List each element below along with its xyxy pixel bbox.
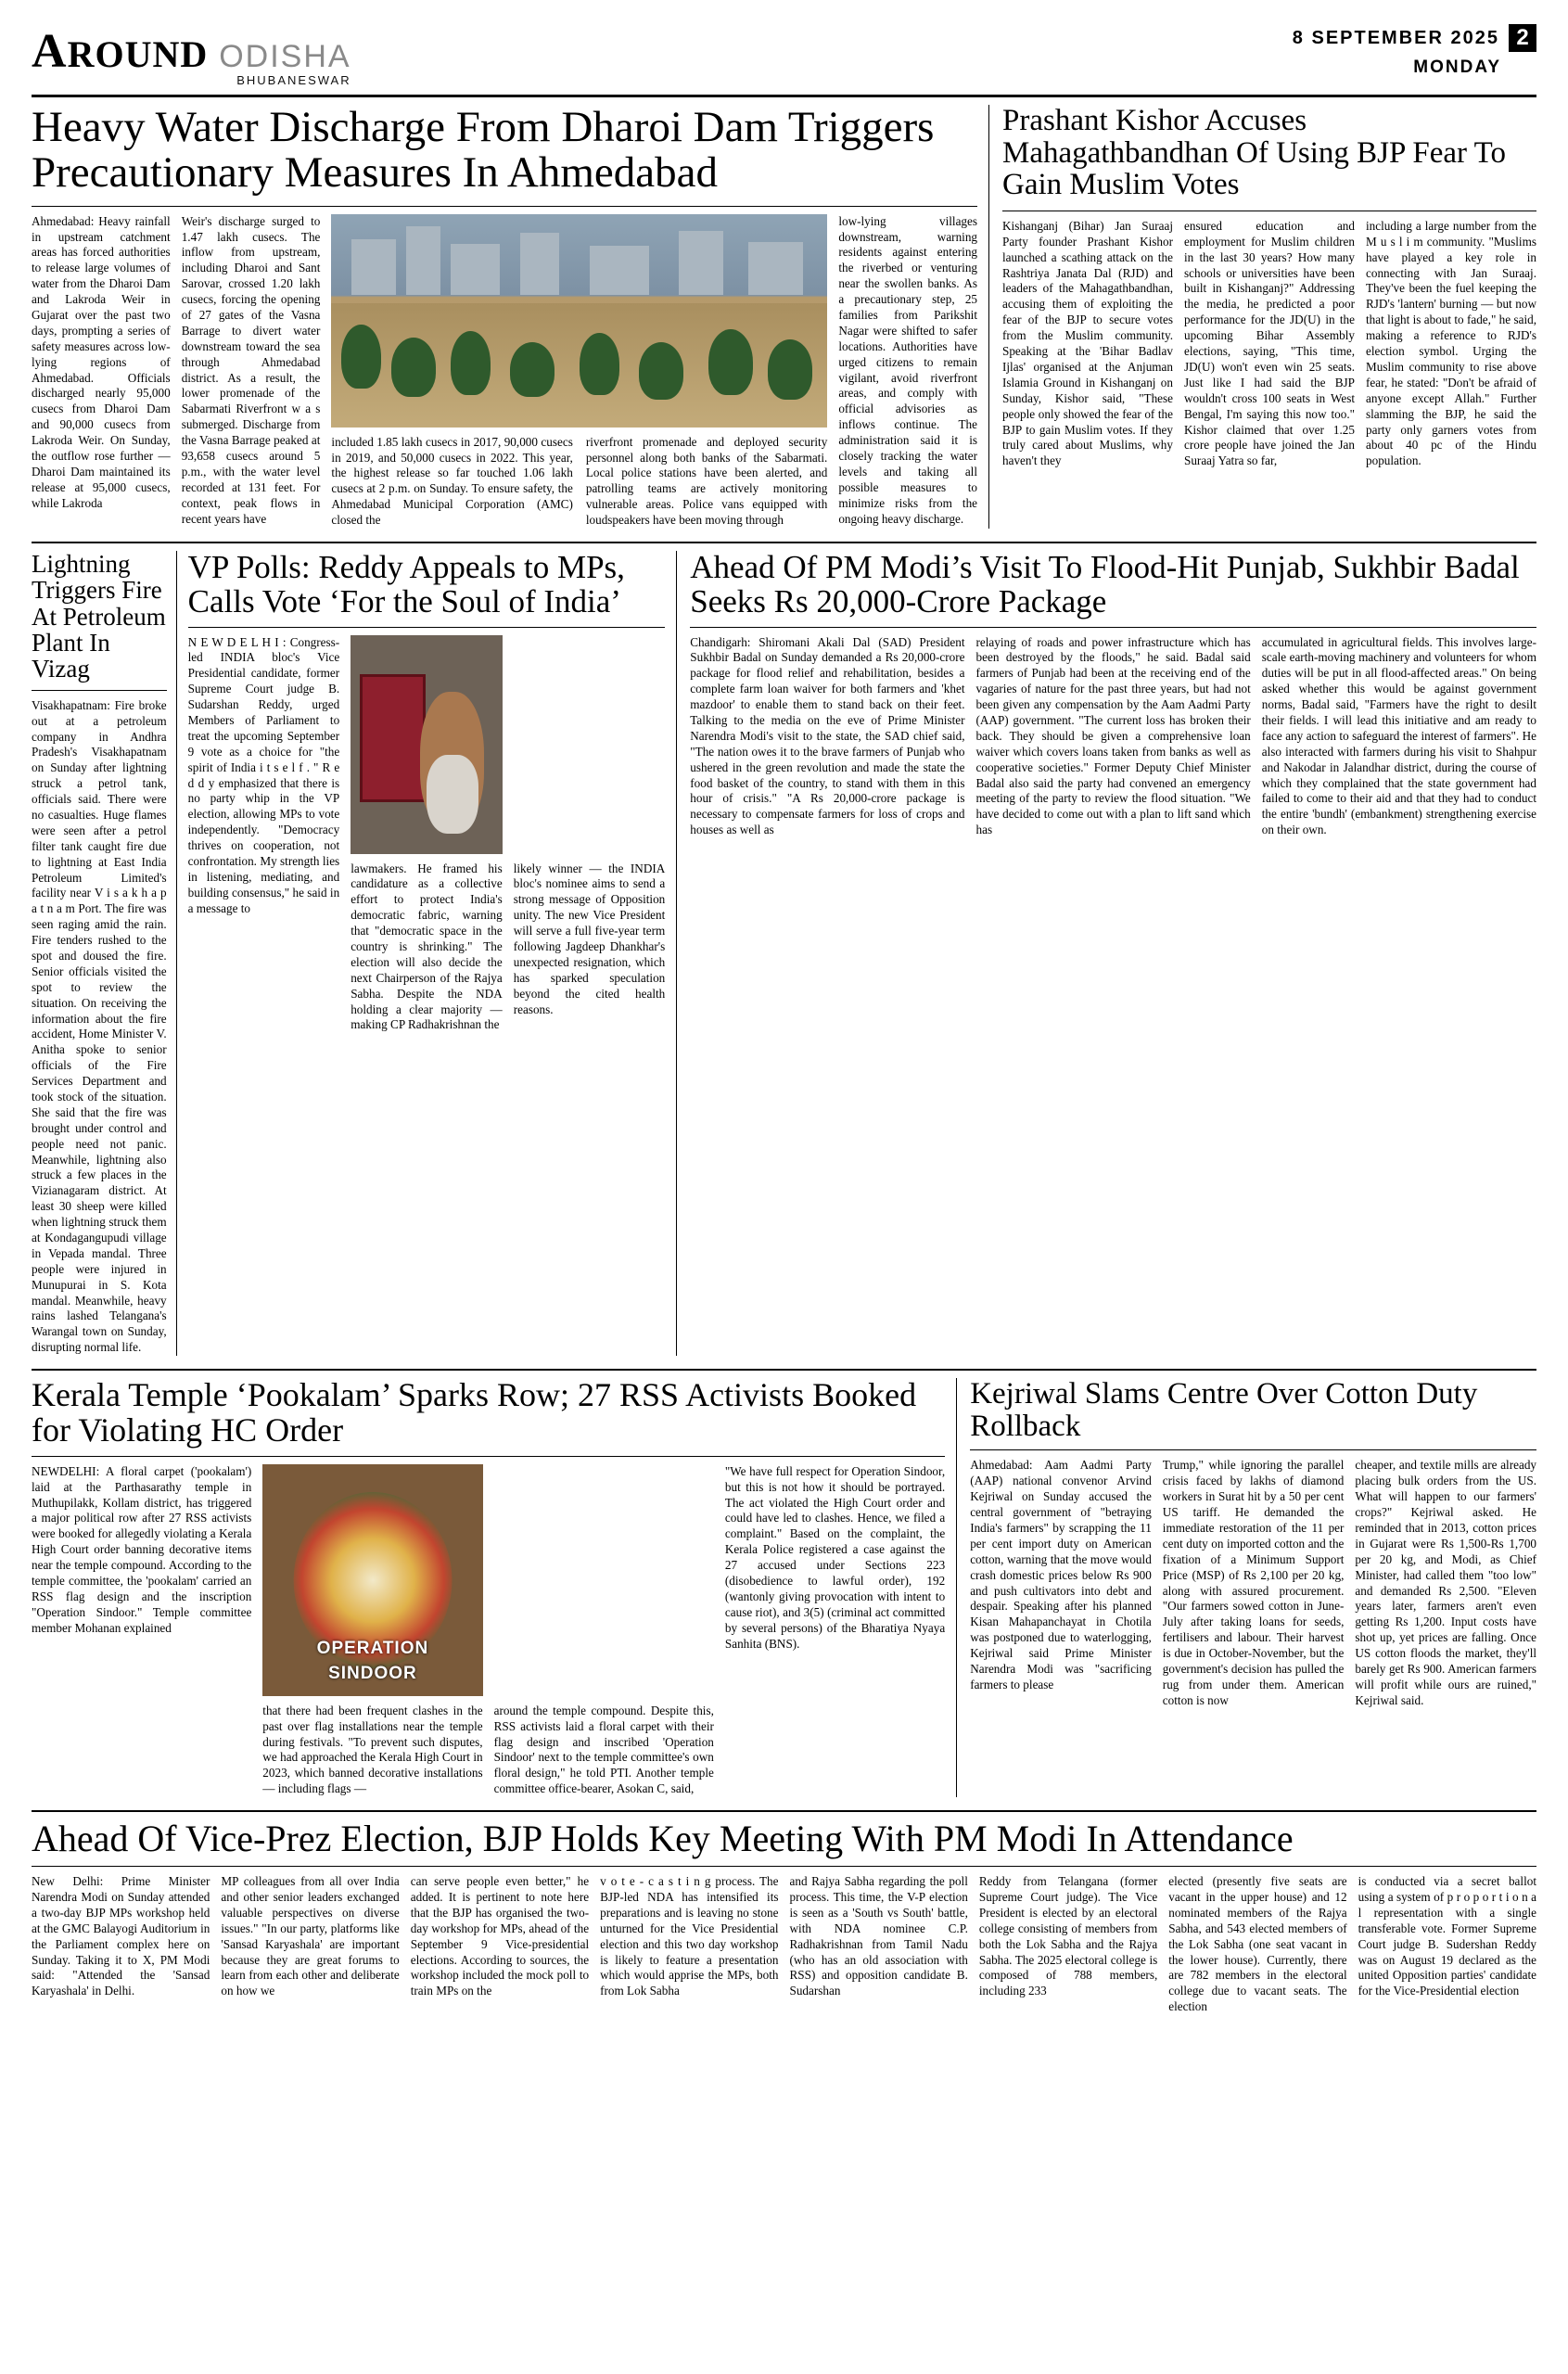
story-column: including a large number from the M u s l i m community. "Muslims have played a key role in connecting with Jan Suraaj. They've been the fuel keeping the RJD's 'lantern' burning — but now that light is about to fade," he said, making a reference to RJD's election symbol. Urging the Muslim community to rise above fear, he stated: "Don't be afraid of anyone except Allah." Further slamming the BJP, he said the party only garners votes from about 40 pc of the Hindu population.: [1366, 218, 1536, 468]
story-column: is conducted via a secret ballot using a system of p r o p o r t i o n a l representation with a single transferable vote. Former Supreme Court judge B. Sudershan Reddy was on August 19 declared as the united Opposition parties' candidate for the Vice-Presidential election: [1358, 1874, 1536, 1998]
story-column: relaying of roads and power infrastructure which has been destroyed by the floods," he said. Badal said farmers of Punjab had been at the receiving end of the vagaries of nature for the past three years, but had not been given any compensation by the Aam Aadmi Party (AAP) government. "The current loss has broken their back. They should be given a comprehensive loan waiver which covers loans taken from banks as well as cooperative societies." Former Deputy Chief Minister Badal also said the party had convened an emergency meeting of the party to review the flood situation. "We have decided to come out with a plan to lift sand which has: [975, 634, 1251, 837]
story-prashant-kishor: [988, 105, 1536, 529]
story-vp-polls: [177, 551, 678, 1356]
story-headline: VP Polls: Reddy Appeals to MPs, Calls Vote ‘For the Soul of India’: [187, 549, 625, 619]
section-middle: [32, 543, 1536, 1356]
story-column: around the temple compound. Despite this, RSS activists laid a floral carpet with their flag design and inscribed 'Operation Sindoor' next to the temple committee's own floral design," he told PTI. Another temple committee office-bearer, Asokan C, said,: [493, 1703, 714, 1796]
logo-word-odisha: ODISHA: [219, 39, 351, 74]
issue-date: 8 SEPTEMBER 2025: [1292, 27, 1499, 48]
story-column: can serve people even better," he added. It is pertinent to note here that the BJP has organised the two-day workshop for MPs, ahead of the September 9 Vice-presidential elections. According to sources, the workshop included the mock poll to train MPs on the: [410, 1874, 590, 1998]
story-dharoi-dam: [32, 105, 988, 529]
masthead: [32, 24, 1536, 97]
photo-text-sindoor: SINDOOR: [328, 1664, 417, 1684]
story-kerala-temple: [32, 1378, 957, 1797]
story-column: riverfront promenade and deployed security personnel along both banks of the Sabarmati. Local police stations have been alerted, and patrolling teams are actively monitoring vulnerable areas. Police vans equipped with loudspeakers have been moving through: [585, 434, 828, 528]
story-column: New Delhi: Prime Minister Narendra Modi on Sunday attended a two-day BJP MPs workshop held at the GMC Balayogi Auditorium in the Parliament complex here on Sunday. Taking it to X, PM Modi said: "Attended the 'Sansad Karyashala' in Delhi.: [32, 1874, 210, 1998]
story-headline: Kejriwal Slams Centre Over Cotton Duty Rollback: [970, 1377, 1478, 1443]
story-column: Ahmedabad: Aam Aadmi Party (AAP) national convenor Arvind Kejriwal on Sunday accused the central government of "betraying India's farmers" by scrapping the 11 per cent import duty on American cotton, warning that the move would crash domestic prices below Rs 900 and push cultivators into debt and despair. Speaking after his planned Kisan Mahapanchayat in Chotila was postponed due to waterlogging, Kejriwal said Prime Minister Narendra Modi was "sacrificing farmers to please: [970, 1458, 1152, 1691]
masthead-date-block: [1293, 24, 1536, 78]
story-headline: Heavy Water Discharge From Dharoi Dam Triggers Precautionary Measures In Ahmedabad: [32, 103, 935, 198]
story-column: Weir's discharge surged to 1.47 lakh cusecs. The inflow from upstream, including Dharoi and Sant Sarovar, crossed 1.20 lakh cusecs, forcing the opening of 27 gates of the Vasna Barrage to divert water downstream toward the sea through Ahmedabad district. As a result, the lower promenade of the Sabarmati Riverfront w a s submerged. Discharge from the Vasna Barrage peaked at 93,658 cusecs around 5 p.m., with the water level recorded at 131 feet. For context, peak flows in recent years have: [181, 213, 321, 526]
edition-label: BHUBANESWAR: [236, 73, 351, 87]
sudarshan-reddy-photo: [351, 635, 503, 854]
photo-text-operation: OPERATION: [316, 1638, 429, 1658]
story-column: NEWDELHI: A floral carpet ('pookalam') laid at the Parthasarathy temple in Muthupilakk, Kollam district, has triggered a major political row after 27 RSS activists were booked for allegedly violating a Kerala High Court order banning decorative items near the temple compound. According to the temple committee, the 'pookalam' carried an RSS flag design and the inscription "Operation Sindoor." Temple committee member Mohanan explained: [32, 1463, 252, 1635]
section-top: [32, 97, 1536, 529]
story-column: low-lying villages downstream, warning residents against entering the riverbed or venturing near the swollen banks. As a precautionary step, 25 families from Parikshit Nagar were shifted to safer locations. Authorities have urged citizens to remain vigilant, avoid riverfront areas, and comply with official advisories as inflows continue. The administration said it is closely tracking the water levels and taking all possible measures to minimize risks from the ongoing heavy discharge.: [838, 213, 978, 526]
logo-letter-a: A: [32, 25, 68, 78]
newspaper-logo: [32, 24, 351, 87]
story-column: accumulated in agricultural fields. This involves large-scale earth-moving machinery and volunteers for whom duties will be put in all flood-affected areas." On being asked whether this would be against government norms, Badal said, "Farmers have the right to desilt their fields. I will lead this initiative and am ready to face any action to safeguard the interest of farmers". He also interacted with farmers during his visit to Shahpur and Nakodar in Jalandhar district, during the course of which they complained that the state government had failed to come to their aid and that they had to conduct the entire 'bundh' (embankment) strengthening exercise on their own.: [1261, 634, 1537, 837]
story-column: likely winner — the INDIA bloc's nominee aims to send a strong message of Opposition unity. The new Vice President will serve a full five-year term following Jagdeep Dhankhar's unexpected resignation, which has sparked speculation beyond the cited health reasons.: [513, 861, 666, 1016]
story-column: "We have full respect for Operation Sindoor, but this is not how it should be portrayed. The act violated the High Court order and could have led to clashes. Hence, we filed a complaint." Based on the complaint, the Kerala Police registered a case against the 27 accused under Sections 223 (disobedience to lawful order), 192 (wantonly giving provocation with intent to cause riot), and 3(5) (criminal act committed by several persons) of the Bharatiya Nyaya Sanhita (BNS).: [724, 1463, 946, 1651]
story-column: Chandigarh: Shiromani Akali Dal (SAD) President Sukhbir Badal on Sunday demanded a Rs 20,000-crore package for flood relief and rehabilitation, besides a complete farm loan waiver for both farmers and 'khet mazdoor' to enable them to stand back on their feet. Talking to the media on the eve of Prime Minister Narendra Modi's visit to the state, the SAD chief said, "The nation owes it to the brave farmers of Punjab who ushered in the green revolution and made the state the food basket of the country, to stand with them in this hour of crisis." "A Rs 20,000-crore package is necessary to compensate farmers for loss of crops and houses as well as: [690, 634, 965, 837]
story-column: included 1.85 lakh cusecs in 2017, 90,000 cusecs in 2019, and 50,000 cusecs in 2022. This year, the highest release so far touched 1.06 lakh cusecs at 2 p.m. on Sunday. To ensure safety, the Ahmedabad Municipal Corporation (AMC) closed the: [331, 434, 573, 528]
story-column: Kishanganj (Bihar) Jan Suraaj Party founder Prashant Kishor launched a scathing attack on the Rashtriya Janata Dal (RJD) and leaders of the Mahagathbandhan, accusing them of exploiting the fear of the BJP to secure votes from the Muslim community. Speaking at the 'Bihar Badlav Ijlas' organised at the Anjuman Islamia Ground in Kishanganj on Sunday, Kishor said, "These people only showed the fear of the BJP to gain Muslim votes. If they truly cared about Muslims, why haven't they: [1002, 218, 1173, 468]
story-bjp-meeting: [32, 1812, 1536, 2015]
story-column: Ahmedabad: Heavy rainfall in upstream catchment areas has forced authorities to release large volumes of water from the Dharoi Dam and Lakroda Weir in Gujarat over the past two days, prompting a series of safety measures across low-lying regions of Ahmedabad. Officials discharged nearly 95,000 cusecs from Dharoi Dam and 90,000 cusecs from Lakroda Weir. On Sunday, the outflow rose further — Dharoi Dam maintained its release at 95,000 cusecs, while Lakroda: [32, 213, 171, 510]
story-headline: Kerala Temple ‘Pookalam’ Sparks Row; 27 RSS Activists Booked for Violating HC Order: [32, 1376, 917, 1449]
story-column: and Rajya Sabha regarding the poll process. This time, the V-P election is seen as a 'South vs South' battle, with NDA nominee C.P. Radhakrishnan from Tamil Nadu (who has an old association with RSS) and opposition candidate B. Sudarshan: [789, 1874, 968, 1998]
story-headline: Lightning Triggers Fire At Petroleum Plant In Vizag: [32, 550, 166, 683]
logo-word-round: ROUND: [67, 33, 209, 75]
story-column: Reddy from Telangana (former Supreme Court judge). The Vice President is elected by an electoral college consisting of members from both the Lok Sabha and the Rajya Sabha. The 2025 electoral college is composed of 788 members, including 233: [978, 1874, 1158, 1998]
story-column: MP colleagues from all over India and other senior leaders exchanged valuable perspectives on diverse issues." "In our party, platforms like 'Sansad Karyashala' are important because they are great forums to learn from each other and deliberate on how we: [221, 1874, 400, 1998]
story-headline: Ahead Of Vice-Prez Election, BJP Holds Key Meeting With PM Modi In Attendance: [32, 1818, 1294, 1860]
issue-day: MONDAY: [1413, 57, 1501, 77]
story-column: ensured education and employment for Muslim children in the last 30 years? How many schools or universities have been built in Kishanganj?" Addressing the media, he predicted a poor performance for the JD(U) in the upcoming Bihar Assembly elections, saying, "This time, JD(U) won't even win 25 seats. Just like I had said the BJP wouldn't cross 100 seats in West Bengal, I'm saying this now too." Kishor claimed that over 1.25 crore people have joined the Jan Suraaj Yatra so far,: [1184, 218, 1355, 468]
pookalam-photo: [262, 1464, 482, 1696]
story-vizag-fire: [32, 551, 177, 1356]
flood-photo: [331, 214, 827, 428]
story-column: lawmakers. He framed his candidature as a collective effort to protect India's democratic fabric, warning that "democratic space in the country is shrinking." The election will also decide the next Chairperson of the Rajya Sabha. Despite the NDA holding a clear majority — making CP Radhakrishnan the: [351, 861, 503, 1032]
story-column: Trump," while ignoring the parallel crisis faced by lakhs of diamond workers in Surat hit by a 50 per cent US tariff. He demanded the immediate restoration of the 11 per cent duty on imported cotton and the fixation of a Minimum Support Price (MSP) of Rs 2,100 per 20 kg, along with assured procurement. "Our farmers sowed cotton in June-July after taking loans for seeds, fertilisers and labour. Their harvest is due in October-November, but the government's decision has pulled the rug from under them. American cotton is now: [1162, 1458, 1345, 1707]
story-column: v o t e - c a s t i n g process. The BJP-led NDA has intensified its preparations and is leaving no stone unturned for the Vice Presidential election and this two day workshop is likely to feature a presentation which would apprise the MPs, both from Lok Sabha: [600, 1874, 779, 1998]
story-kejriwal: [957, 1378, 1536, 1797]
story-sukhbir-badal: [677, 551, 1536, 1356]
story-column: that there had been frequent clashes in the past over flag installations near the temple during festivals. "To prevent such disputes, we had approached the Kerala High Court in 2023, which banned decorative installations — including flags —: [262, 1703, 483, 1796]
page-number-badge: 2: [1509, 24, 1536, 52]
story-headline: Prashant Kishor Accuses Mahagathbandhan Of Using BJP Fear To Gain Muslim Votes: [1002, 104, 1507, 202]
story-column: cheaper, and textile mills are already placing bulk orders from the US. What will happen to our farmers' crops?" Kejriwal asked. He reminded that in 2013, cotton prices in Gujarat were Rs 1,500-Rs 1,700 per 20 kg, and Modi, as Chief Minister, had called them "too low" and demanded Rs 2,500. "Eleven years later, farmers aren't even getting Rs 1,200. Input costs have shot up, yet prices are falling. Once US cotton floods the market, they'll barely get Rs 900. American farmers will profit while ours are ruined," Kejriwal said.: [1355, 1458, 1537, 1707]
story-headline: Ahead Of PM Modi’s Visit To Flood-Hit Punjab, Sukhbir Badal Seeks Rs 20,000-Crore Package: [690, 549, 1520, 619]
section-lower: [32, 1371, 1536, 1797]
story-column: N E W D E L H I : Congress-led INDIA bloc's Vice Presidential candidate, former Supreme Court judge B. Sudarshan Reddy, urged Members of Parliament to treat the upcoming September 9 vote as a choice for "the spirit of India i t s e l f . " R e d d y emphasized that there is no party whip in the VP election, allowing MPs to vote independently. "Democracy thrives on cooperation, not confrontation. My strength lies in listening, mediating, and building consensus," he said in a message to: [187, 634, 340, 915]
story-column: Visakhapatnam: Fire broke out at a petroleum company in Andhra Pradesh's Visakhapatnam on Sunday after lightning struck a petrol tank, officials said. There were no casualties. Huge flames were seen after a petrol filter tank caught fire due to lightning at East India Petroleum Limited's facility near V i s a k h a p a t n a m Port. The fire was seen raging amid the rain. Fire tenders rushed to the spot and doused the fire. Senior officials visited the spot to review the situation. On receiving the information about the fire accident, Home Minister V. Anitha spoke to senior officials of the Fire Services Department and took stock of the situation. She said that the fire was brought under control and people need not panic. Meanwhile, lightning also struck a few places in the Vizianagaram district. At least 30 sheep were killed when lightning struck them at Kondagangupudi village in Vepada mandal. Three people were injured in Munupurai in S. Kota mandal. Meanwhile, heavy rains lashed Telangana's Warangal town on Sunday, disrupting normal life.: [32, 697, 167, 1355]
story-column: elected (presently five seats are vacant in the upper house) and 12 nominated members of the Rajya Sabha, and 543 elected members of the Lok Sabha (one seat vacant in the lower house). Currently, there are 782 members in the electoral college due to vacant seats. The election: [1168, 1874, 1347, 2014]
